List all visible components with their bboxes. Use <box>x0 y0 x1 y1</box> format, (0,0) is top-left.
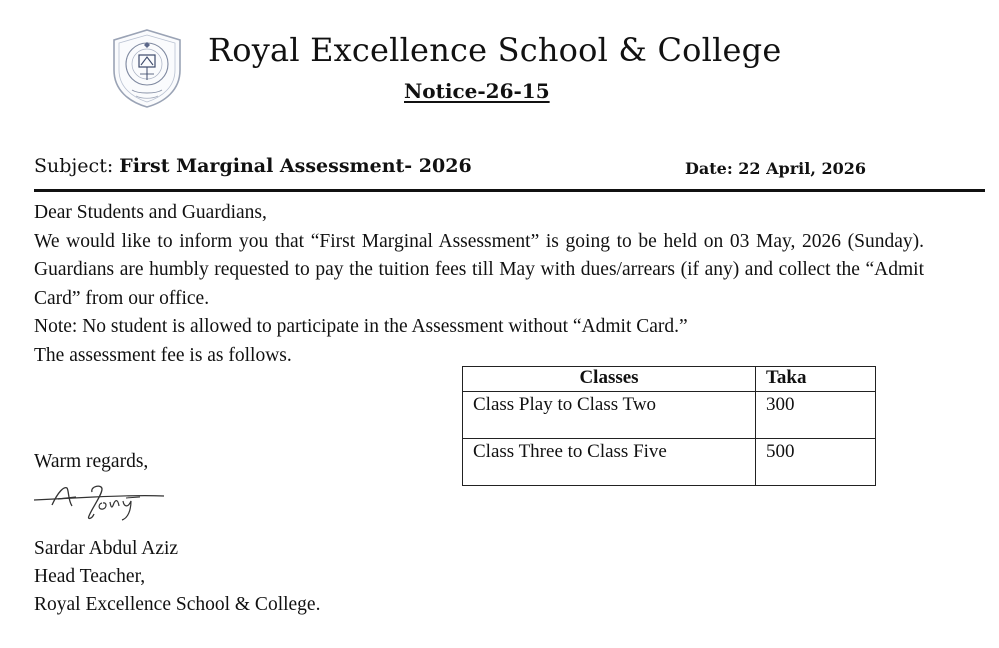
subject-line <box>34 155 472 177</box>
school-name: Royal Excellence School & College <box>208 31 782 69</box>
handwritten-signature-icon <box>32 478 166 522</box>
table-header-row <box>463 367 876 392</box>
fee-intro: The assessment fee is as follows. <box>34 344 292 366</box>
subject-value: First Marginal Assessment- 2026 <box>119 155 472 177</box>
signatory-block <box>34 535 320 619</box>
header-divider <box>34 189 985 192</box>
column-header-taka: Taka <box>756 367 876 392</box>
note-line: Note: No student is allowed to participate in the Assessment without “Admit Card.” <box>34 316 688 337</box>
column-header-classes: Classes <box>463 367 756 392</box>
signatory-name: Sardar Abdul Aziz <box>34 538 179 559</box>
notice-date: Date: 22 April, 2026 <box>685 159 866 178</box>
main-paragraph: We would like to inform you that “First Marginal Assessment” is going to be held on 03 May, 2026 (Sunday). Guardians are humbly requested to pay the tuition fees till May with dues/arrears (if any) and collect the “Admit Card” from our office. <box>34 230 924 309</box>
closing-regards: Warm regards, <box>34 451 149 472</box>
table-row <box>463 439 876 486</box>
subject-label: Subject: <box>34 155 120 177</box>
class-range-cell: Class Three to Class Five <box>463 439 756 486</box>
notice-body <box>34 199 924 370</box>
school-crest-icon <box>110 28 184 108</box>
fee-amount-cell: 300 <box>756 392 876 439</box>
fee-amount-cell: 500 <box>756 439 876 486</box>
class-range-cell: Class Play to Class Two <box>463 392 756 439</box>
fee-table <box>462 366 876 486</box>
greeting: Dear Students and Guardians, <box>34 202 267 223</box>
signatory-title: Head Teacher, <box>34 566 146 587</box>
notice-number: Notice-26-15 <box>404 79 550 103</box>
table-row <box>463 392 876 439</box>
signatory-institution: Royal Excellence School & College. <box>34 594 321 615</box>
